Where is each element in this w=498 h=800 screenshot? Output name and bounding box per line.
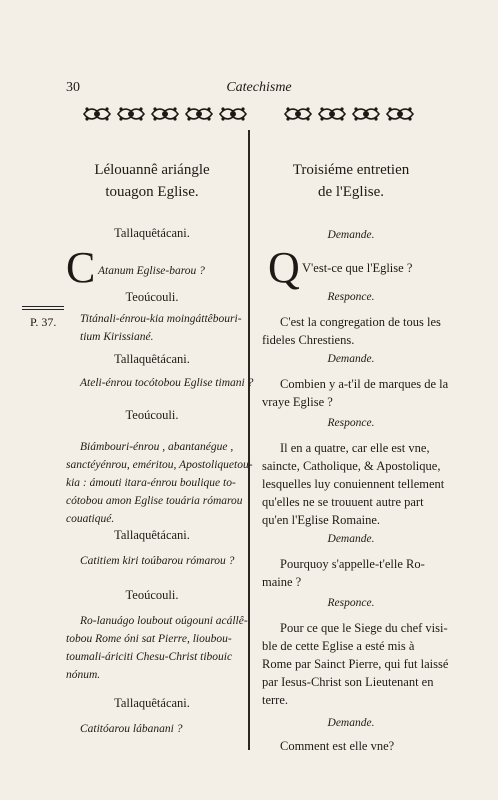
fleuron-icon: [317, 104, 347, 124]
fleuron-icon: [116, 104, 146, 124]
right-response-line: ble de cette Eglise a esté mis à: [262, 639, 415, 653]
left-title-line-2: touagon Eglise.: [105, 184, 199, 200]
right-title-line-1: Troisiéme entretien: [292, 162, 410, 178]
left-answer-line: tobou Rome óni sat Pierre, lioubou-: [66, 633, 232, 645]
running-title: Catechisme: [226, 80, 292, 95]
left-answer-line: kia : ámouti itara-énrou boulique to-: [66, 477, 236, 489]
right-title-line-2: de l'Eglise.: [317, 184, 385, 200]
right-responce-label: Responce.: [327, 417, 375, 429]
left-question: Atanum Eglise-barou ?: [98, 265, 205, 277]
fleuron-icon: [351, 104, 381, 124]
left-answer-line: nónum.: [66, 669, 101, 681]
right-response-line: lesquelles luy conuiennent tellement: [262, 477, 445, 491]
left-label: Teoúcouli.: [125, 408, 179, 422]
right-demande-label: Demande.: [327, 533, 375, 545]
right-response-line: Pour ce que le Siege du chef visi-: [280, 621, 448, 635]
right-demande-label: Demande.: [327, 717, 375, 729]
right-response-line: saincte, Catholique, & Apostolique,: [262, 459, 441, 473]
right-demande-label: Demande.: [327, 229, 375, 241]
right-response-line: fideles Chrestiens.: [262, 333, 355, 347]
fleuron-icon: [184, 104, 214, 124]
right-question-line: maine ?: [262, 575, 302, 589]
right-responce-label: Responce.: [327, 597, 375, 609]
left-answer-line: sanctéyénrou, eméritou, Apostoliquetou-: [66, 459, 253, 471]
right-response-line: qu'elles ne se trouuent autre part: [262, 495, 424, 509]
right-response-line: Il en a quatre, car elle est vne,: [280, 441, 430, 455]
left-label: Teoúcouli.: [125, 290, 179, 304]
left-label: Teoúcouli.: [125, 588, 179, 602]
margin-rule: [22, 306, 64, 310]
left-label: Tallaquêtácani.: [114, 226, 190, 240]
right-demande-label: Demande.: [327, 353, 375, 365]
left-answer-line: tium Kirissiané.: [80, 331, 154, 343]
fleuron-icon: [385, 104, 415, 124]
left-question: Catitiem kiri toúbarou rómarou ?: [80, 555, 235, 567]
right-response-line: par Iesus-Christ son Lieutenant en: [262, 675, 434, 689]
right-response-line: C'est la congregation de tous les: [280, 315, 441, 329]
column-divider: [248, 130, 250, 750]
left-label: Tallaquêtácani.: [114, 352, 190, 366]
ornament-right: [283, 104, 415, 124]
right-responce-label: Responce.: [327, 291, 375, 303]
left-answer-line: couatiqué.: [66, 513, 115, 525]
left-question: Catitóarou lábanani ?: [80, 723, 183, 735]
left-label: Tallaquêtácani.: [114, 528, 190, 542]
left-question: Ateli-énrou tocótobou Eglise timani ?: [80, 377, 254, 389]
right-drop-cap: Q: [268, 243, 300, 292]
page-number: 30: [66, 80, 80, 95]
left-label: Tallaquêtácani.: [114, 696, 190, 710]
left-answer-line: Biámbouri-énrou , abantanégue ,: [80, 441, 234, 453]
right-question-line: Pourquoy s'appelle-t'elle Ro-: [280, 557, 425, 571]
right-question-line: Combien y a-t'il de marques de la: [280, 377, 449, 391]
fleuron-icon: [82, 104, 112, 124]
fleuron-icon: [218, 104, 248, 124]
left-answer-line: Titánali-énrou-kia moingáttêbouri-: [80, 313, 242, 325]
left-answer-line: toumali-áriciti Chesu-Christ tibouic: [66, 651, 233, 663]
right-response-line: qu'en l'Eglise Romaine.: [262, 513, 381, 527]
right-response-line: Rome par Sainct Pierre, qui fut laissé: [262, 657, 449, 671]
left-answer-line: Ro-lanuágo loubout oúgouni acállê-: [80, 615, 248, 627]
left-answer-line: cótobou amon Eglise touária rómarou: [66, 495, 243, 507]
fleuron-icon: [150, 104, 180, 124]
right-question-line: vraye Eglise ?: [262, 395, 333, 409]
right-response-line: terre.: [262, 693, 289, 707]
left-title-line-1: Lélouannê ariángle: [94, 162, 210, 178]
right-question: Comment est elle vne?: [280, 739, 395, 753]
margin-page-reference: P. 37.: [30, 315, 57, 329]
right-question: V'est-ce que l'Eglise ?: [302, 261, 413, 275]
ornament-left: [82, 104, 248, 124]
fleuron-icon: [283, 104, 313, 124]
left-drop-cap: C: [66, 243, 96, 292]
